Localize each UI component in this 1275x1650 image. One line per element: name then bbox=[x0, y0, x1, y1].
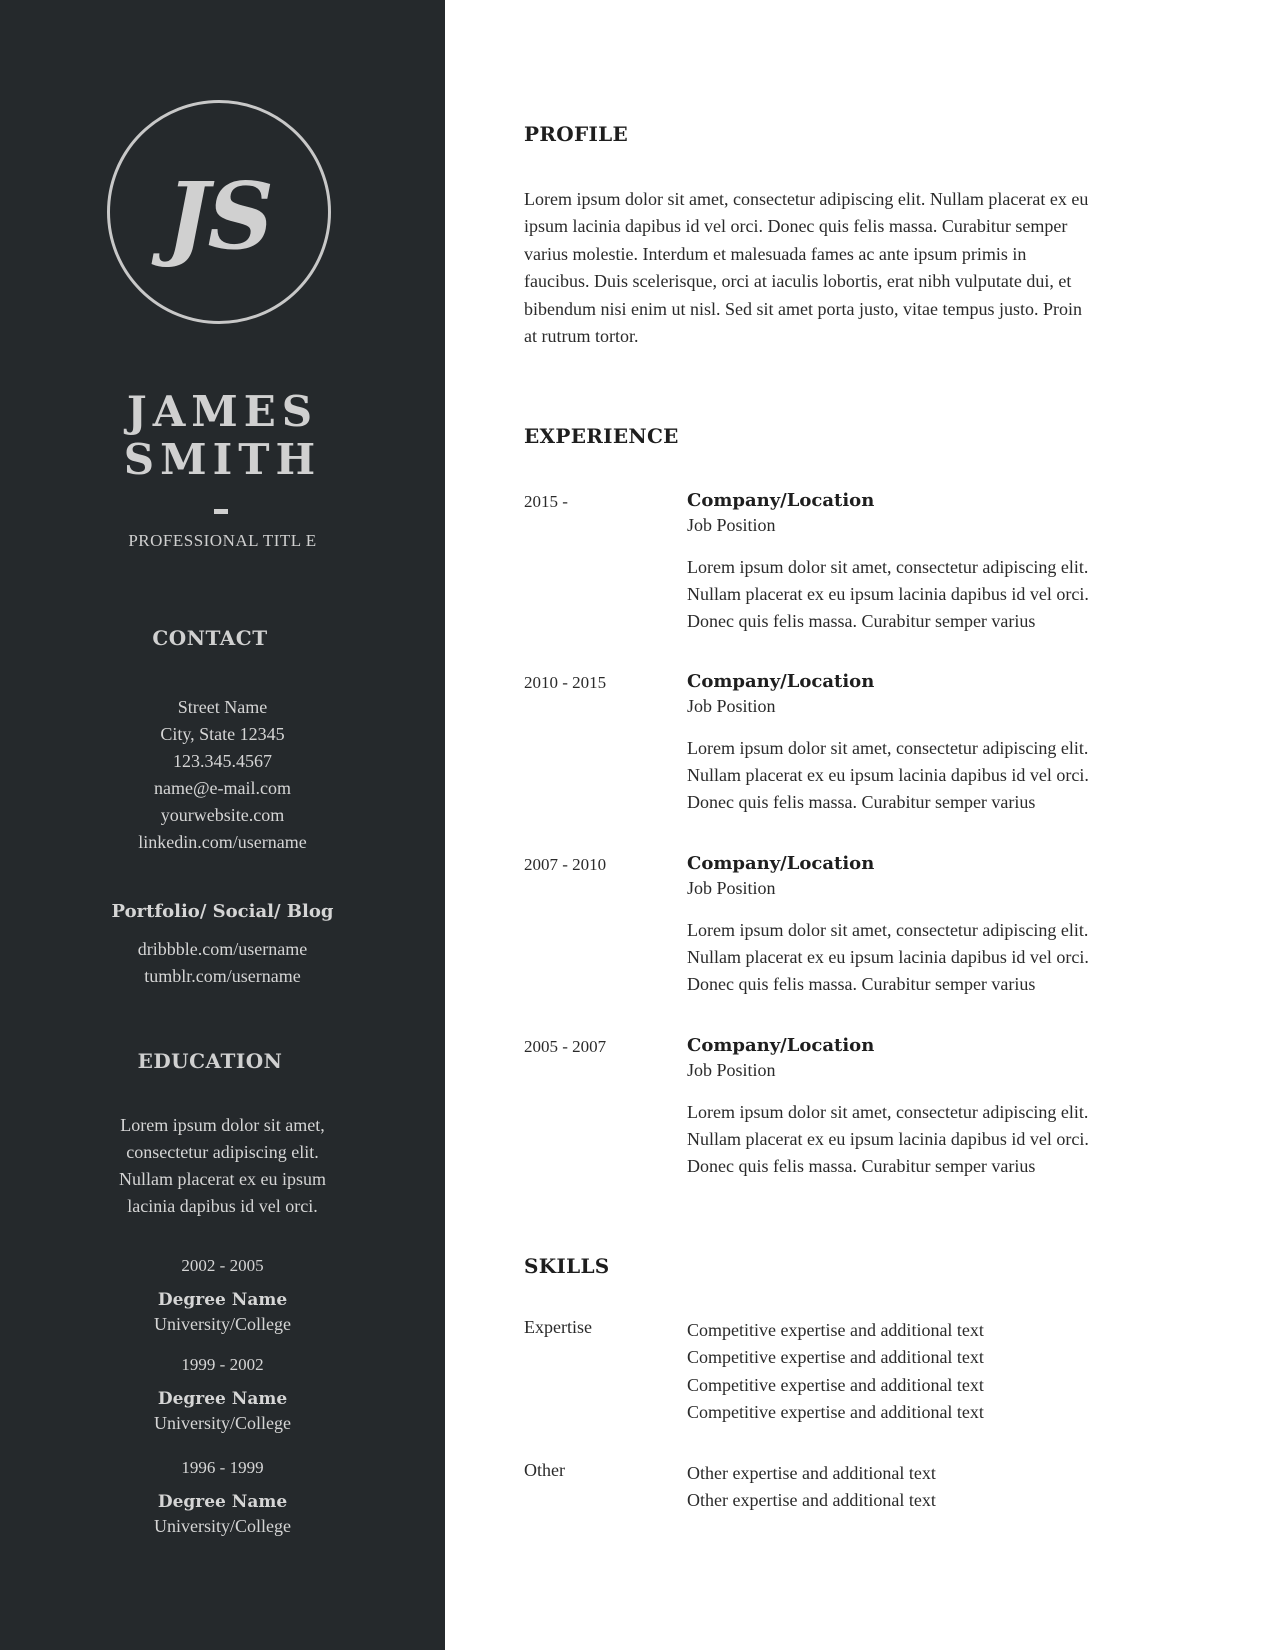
job-description-line: Donec quis felis massa. Curabitur semper varius bbox=[687, 1156, 1036, 1176]
profile-heading: PROFILE bbox=[524, 122, 629, 146]
skill-item: Other expertise and additional text bbox=[687, 1490, 936, 1511]
job-years: 2010 - 2015 bbox=[524, 673, 607, 692]
monogram-initials: JS bbox=[166, 162, 272, 270]
portfolio-tumblr: tumblr.com/username bbox=[144, 966, 301, 986]
experience-heading: EXPERIENCE bbox=[524, 424, 679, 448]
contact-email: name@e-mail.com bbox=[153, 778, 292, 798]
profile-line: bibendum nisi enim ut nisl. Sed sit amet porta justo, vitae tempus justo. Proin bbox=[524, 298, 1082, 319]
contact-street: Street Name bbox=[177, 697, 268, 717]
job-years: 2005 - 2007 bbox=[524, 1037, 607, 1056]
contact-linkedin: linkedin.com/username bbox=[138, 832, 307, 852]
contact-heading: CONTACT bbox=[152, 626, 268, 650]
job-details bbox=[687, 851, 1147, 998]
job-years: 2007 - 2010 bbox=[524, 855, 607, 874]
profile-line: ipsum lacinia dapibus id vel orci. Donec quis felis massa. Curabitur semper bbox=[524, 216, 1068, 237]
portfolio-dribbble: dribbble.com/username bbox=[137, 939, 308, 959]
skill-item: Competitive expertise and additional text bbox=[687, 1401, 984, 1422]
job-description-line: Donec quis felis massa. Curabitur semper varius bbox=[687, 974, 1036, 994]
job-company: Company/Location bbox=[687, 671, 875, 692]
job-description-line: Lorem ipsum dolor sit amet, consectetur adipiscing elit. bbox=[687, 1102, 1089, 1122]
education-years: 1996 - 1999 bbox=[181, 1458, 264, 1477]
job-position: Job Position bbox=[687, 1060, 776, 1080]
skill-item: Competitive expertise and additional text bbox=[687, 1374, 984, 1395]
skill-items bbox=[687, 1317, 1147, 1426]
degree-name: Degree Name bbox=[157, 1492, 288, 1512]
education-summary-line: consectetur adipiscing elit. bbox=[126, 1142, 319, 1162]
education-summary-line: lacinia dapibus id vel orci. bbox=[127, 1196, 318, 1216]
contact-city: City, State 12345 bbox=[160, 724, 285, 744]
job-description-line: Lorem ipsum dolor sit amet, consectetur adipiscing elit. bbox=[687, 920, 1089, 940]
education-summary-line: Lorem ipsum dolor sit amet, bbox=[120, 1115, 325, 1135]
portfolio-heading: Portfolio/ Social/ Blog bbox=[111, 901, 334, 922]
job-description-line: Lorem ipsum dolor sit amet, consectetur adipiscing elit. bbox=[687, 557, 1089, 577]
professional-title: PROFESSIONAL TITL E bbox=[128, 531, 317, 550]
job-details bbox=[687, 488, 1147, 635]
job-description-line: Nullam placerat ex eu ipsum lacinia dapibus id vel orci. bbox=[687, 947, 1089, 967]
degree-name: Degree Name bbox=[157, 1290, 288, 1310]
job-description bbox=[687, 917, 1147, 998]
name-last: SMITH bbox=[123, 435, 322, 484]
job-description bbox=[687, 554, 1147, 635]
skill-category: Expertise bbox=[524, 1317, 592, 1337]
skill-item: Competitive expertise and additional text bbox=[687, 1347, 984, 1368]
job-description-line: Donec quis felis massa. Curabitur semper varius bbox=[687, 611, 1036, 631]
skill-category: Other bbox=[524, 1460, 565, 1480]
profile-line: varius molestie. Interdum et malesuada fames ac ante ipsum primis in bbox=[524, 243, 1027, 264]
job-description-line: Nullam placerat ex eu ipsum lacinia dapibus id vel orci. bbox=[687, 1129, 1089, 1149]
school-name: University/College bbox=[154, 1314, 291, 1334]
job-years: 2015 - bbox=[524, 492, 568, 511]
skills-heading: SKILLS bbox=[524, 1254, 610, 1278]
contact-phone: 123.345.4567 bbox=[173, 751, 272, 771]
education-years: 1999 - 2002 bbox=[181, 1355, 264, 1374]
profile-text bbox=[524, 186, 1134, 350]
job-position: Job Position bbox=[687, 515, 776, 535]
job-company: Company/Location bbox=[687, 490, 875, 511]
skill-items bbox=[687, 1460, 1147, 1515]
education-years: 2002 - 2005 bbox=[181, 1256, 264, 1275]
job-description-line: Nullam placerat ex eu ipsum lacinia dapibus id vel orci. bbox=[687, 765, 1089, 785]
school-name: University/College bbox=[154, 1413, 291, 1433]
job-details bbox=[687, 669, 1147, 816]
skill-item: Competitive expertise and additional text bbox=[687, 1320, 984, 1340]
degree-name: Degree Name bbox=[157, 1389, 288, 1409]
job-position: Job Position bbox=[687, 878, 776, 898]
profile-line: Lorem ipsum dolor sit amet, consectetur adipiscing elit. Nullam placerat ex eu bbox=[524, 189, 1089, 209]
profile-line: faucibus. Duis scelerisque, orci at iaculis lobortis, erat nibh vulputate dui, et bbox=[524, 271, 1072, 292]
education-heading: EDUCATION bbox=[137, 1049, 283, 1073]
job-description-line: Lorem ipsum dolor sit amet, consectetur adipiscing elit. bbox=[687, 738, 1089, 758]
name-first: JAMES bbox=[126, 387, 319, 436]
job-company: Company/Location bbox=[687, 1035, 875, 1056]
job-description-line: Donec quis felis massa. Curabitur semper varius bbox=[687, 792, 1036, 812]
job-position: Job Position bbox=[687, 696, 776, 716]
contact-website: yourwebsite.com bbox=[160, 805, 285, 825]
job-company: Company/Location bbox=[687, 853, 875, 874]
skill-item: Other expertise and additional text bbox=[687, 1463, 936, 1483]
job-description bbox=[687, 1099, 1147, 1180]
job-details bbox=[687, 1033, 1147, 1180]
profile-line: at rutrum tortor. bbox=[524, 326, 639, 347]
education-summary-line: Nullam placerat ex eu ipsum bbox=[119, 1169, 326, 1189]
job-description bbox=[687, 735, 1147, 816]
school-name: University/College bbox=[154, 1516, 291, 1536]
job-description-line: Nullam placerat ex eu ipsum lacinia dapibus id vel orci. bbox=[687, 584, 1089, 604]
